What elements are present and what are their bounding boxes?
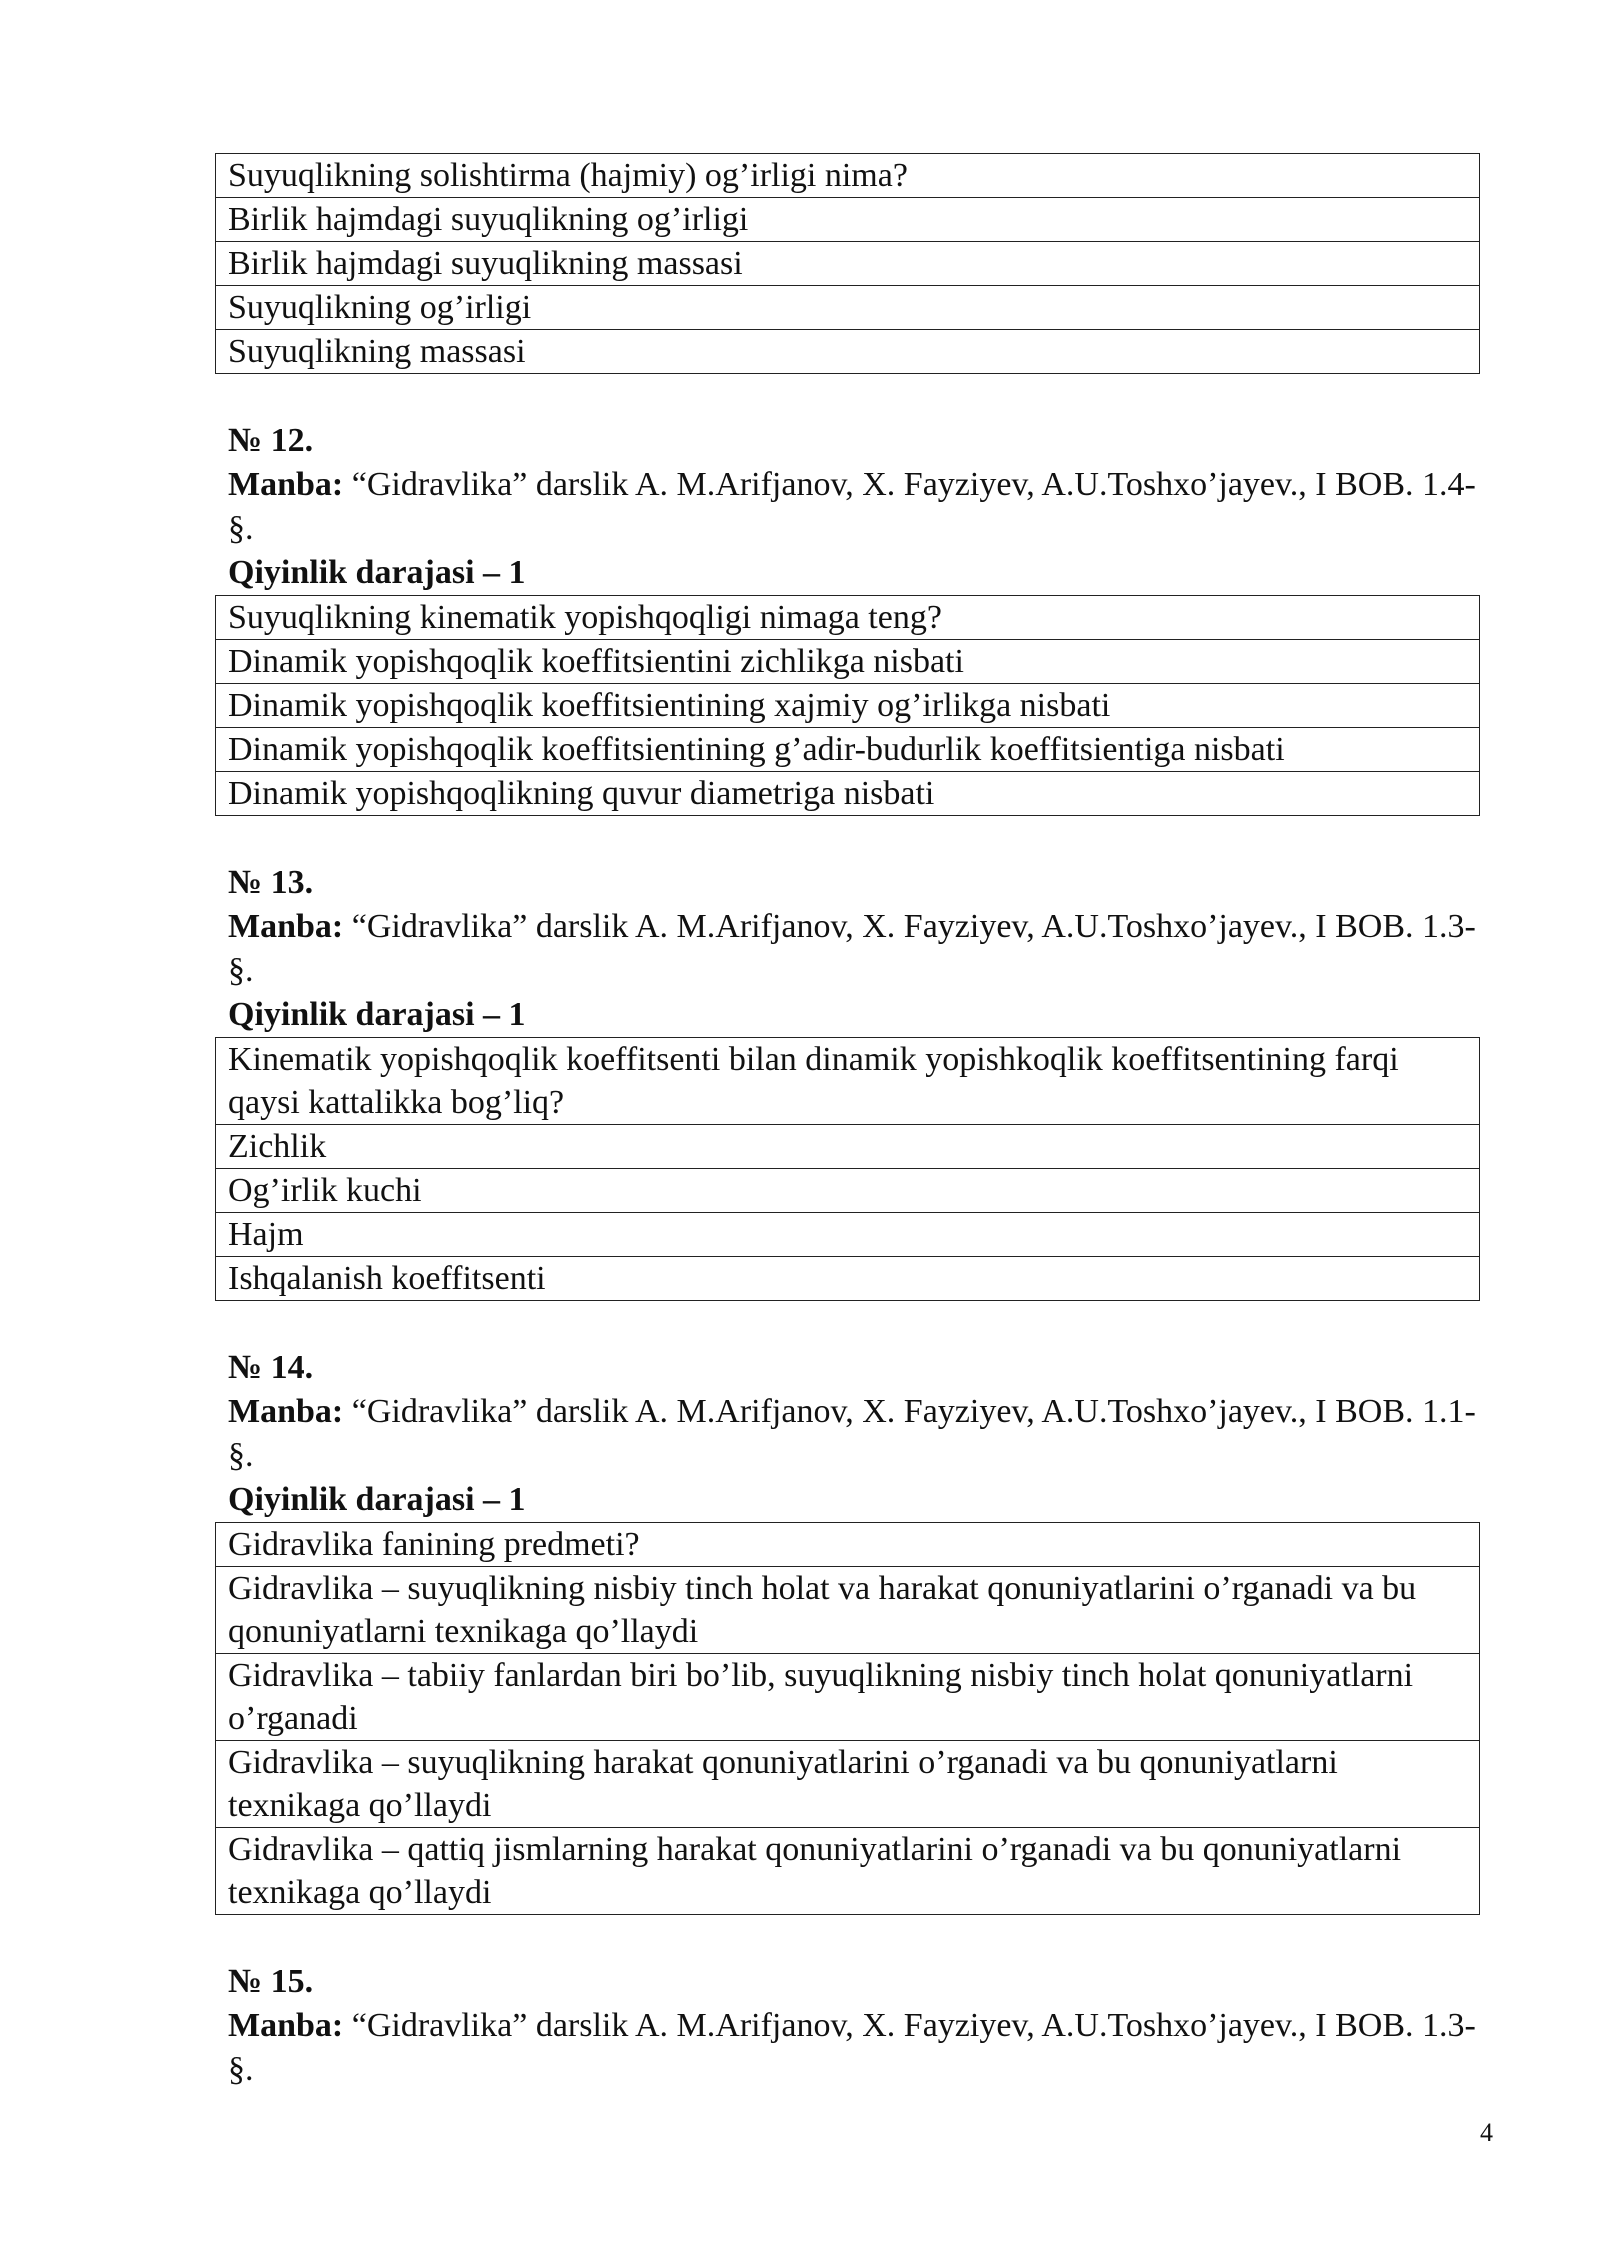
- question-number: № 15.: [228, 1963, 314, 2000]
- page-number: 4: [1480, 2118, 1493, 2147]
- source-text: “Gidravlika” darslik A. M.Arifjanov, X. Fayziyev, A.U.Toshxo’jayev., I BOB. 1.1-§.: [228, 1393, 1476, 1474]
- source-text: “Gidravlika” darslik A. M.Arifjanov, X. Fayziyev, A.U.Toshxo’jayev., I BOB. 1.3-§.: [228, 2007, 1476, 2088]
- table-row: [216, 684, 1480, 728]
- question-header-12: [215, 419, 1480, 595]
- table-row: [216, 772, 1480, 816]
- answer-option: Ishqalanish koeffitsenti: [216, 1257, 1480, 1301]
- table-row: [216, 242, 1480, 286]
- source-line: [228, 1390, 1480, 1478]
- answer-option: Dinamik yopishqoqlik koeffitsientining xajmiy og’irlikga nisbati: [216, 684, 1480, 728]
- question-text: Suyuqlikning solishtirma (hajmiy) og’irligi nima?: [216, 154, 1480, 198]
- question-header-14: [215, 1346, 1480, 1522]
- answer-option: Zichlik: [216, 1125, 1480, 1169]
- table-row: [216, 1257, 1480, 1301]
- table-row: [216, 1828, 1480, 1915]
- answer-option: Hajm: [216, 1213, 1480, 1257]
- answer-option: Suyuqlikning og’irligi: [216, 286, 1480, 330]
- source-line: [228, 2004, 1480, 2092]
- answer-option: Dinamik yopishqoqlik koeffitsientining g’adir-budurlik koeffitsientiga nisbati: [216, 728, 1480, 772]
- table-row: [216, 1523, 1480, 1567]
- table-row: [216, 640, 1480, 684]
- table-row: [216, 1125, 1480, 1169]
- answer-option: Gidravlika – suyuqlikning nisbiy tinch holat va harakat qonuniyatlarini o’rganadi va bu qonuniyatlarni texnikaga qo’llaydi: [216, 1567, 1480, 1654]
- question-number: № 13.: [228, 864, 314, 901]
- table-row: [216, 728, 1480, 772]
- source-line: [228, 905, 1480, 993]
- table-row: [216, 1213, 1480, 1257]
- table-row: [216, 198, 1480, 242]
- table-row: [216, 330, 1480, 374]
- source-label: Manba:: [228, 466, 344, 503]
- question-text: Kinematik yopishqoqlik koeffitsenti bilan dinamik yopishkoqlik koeffitsentining farqi qaysi kattalikka bog’liq?: [216, 1038, 1480, 1125]
- table-row: [216, 1654, 1480, 1741]
- difficulty-level: Qiyinlik darajasi – 1: [228, 1481, 526, 1518]
- question-table-12: [215, 595, 1480, 816]
- table-row: [216, 1038, 1480, 1125]
- answer-option: Og’irlik kuchi: [216, 1169, 1480, 1213]
- question-text: Gidravlika fanining predmeti?: [216, 1523, 1480, 1567]
- document-page: [215, 153, 1480, 2092]
- table-row: [216, 596, 1480, 640]
- table-row: [216, 1741, 1480, 1828]
- question-header-13: [215, 861, 1480, 1037]
- difficulty-level: Qiyinlik darajasi – 1: [228, 554, 526, 591]
- answer-option: Birlik hajmdagi suyuqlikning og’irligi: [216, 198, 1480, 242]
- answer-option: Gidravlika – suyuqlikning harakat qonuniyatlarini o’rganadi va bu qonuniyatlarni texnikaga qo’llaydi: [216, 1741, 1480, 1828]
- difficulty-level: Qiyinlik darajasi – 1: [228, 996, 526, 1033]
- source-label: Manba:: [228, 1393, 344, 1430]
- source-label: Manba:: [228, 2007, 344, 2044]
- question-header-15: [215, 1960, 1480, 2092]
- answer-option: Dinamik yopishqoqlik koeffitsientini zichlikga nisbati: [216, 640, 1480, 684]
- table-row: [216, 1567, 1480, 1654]
- source-text: “Gidravlika” darslik A. M.Arifjanov, X. Fayziyev, A.U.Toshxo’jayev., I BOB. 1.3-§.: [228, 908, 1476, 989]
- answer-option: Birlik hajmdagi suyuqlikning massasi: [216, 242, 1480, 286]
- answer-option: Suyuqlikning massasi: [216, 330, 1480, 374]
- source-text: “Gidravlika” darslik A. M.Arifjanov, X. Fayziyev, A.U.Toshxo’jayev., I BOB. 1.4-§.: [228, 466, 1476, 547]
- question-number: № 14.: [228, 1349, 314, 1386]
- answer-option: Gidravlika – qattiq jismlarning harakat qonuniyatlarini o’rganadi va bu qonuniyatlarni texnikaga qo’llaydi: [216, 1828, 1480, 1915]
- source-label: Manba:: [228, 908, 344, 945]
- table-row: [216, 286, 1480, 330]
- table-row: [216, 1169, 1480, 1213]
- question-table-13: [215, 1037, 1480, 1301]
- answer-option: Gidravlika – tabiiy fanlardan biri bo’lib, suyuqlikning nisbiy tinch holat qonuniyatlarni o’rganadi: [216, 1654, 1480, 1741]
- answer-option: Dinamik yopishqoqlikning quvur diametriga nisbati: [216, 772, 1480, 816]
- table-row: [216, 154, 1480, 198]
- question-text: Suyuqlikning kinematik yopishqoqligi nimaga teng?: [216, 596, 1480, 640]
- question-number: № 12.: [228, 422, 314, 459]
- question-table-11: [215, 153, 1480, 374]
- source-line: [228, 463, 1480, 551]
- question-table-14: [215, 1522, 1480, 1915]
